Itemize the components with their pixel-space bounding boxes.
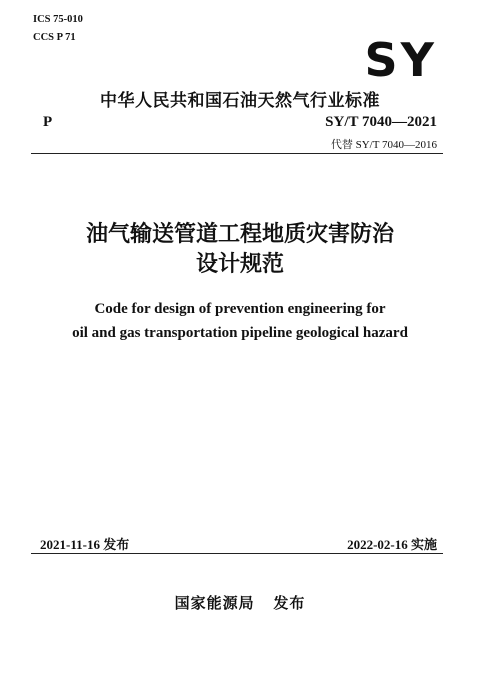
ics-code: ICS 75-010 [33,14,83,25]
effective-date: 2022-02-16 实施 [347,537,437,552]
category-code: P [43,114,53,130]
header-divider [31,153,443,154]
footer-divider [31,553,443,554]
english-title-line-2: oil and gas transportation pipeline geological hazard [72,325,408,341]
english-title-line-1: Code for design of prevention engineering for [94,301,386,317]
chinese-title-line-1: 油气输送管道工程地质灾害防治 [85,222,394,247]
standard-number: SY/T 7040—2021 [325,114,437,130]
issuing-authority: 国家能源局 发布 [174,594,306,612]
industry-standard-title: 中华人民共和国石油天然气行业标准 [100,91,380,111]
chinese-title-line-2: 设计规范 [195,252,284,277]
english-title [0,297,480,345]
chinese-title [0,220,480,280]
classification-codes [33,11,83,47]
sy-logo: SY [364,33,437,87]
ccs-code: CCS P 71 [33,32,76,43]
replaces-note: 代替 SY/T 7040—2016 [330,139,437,151]
publish-date: 2021-11-16 发布 [40,537,130,552]
